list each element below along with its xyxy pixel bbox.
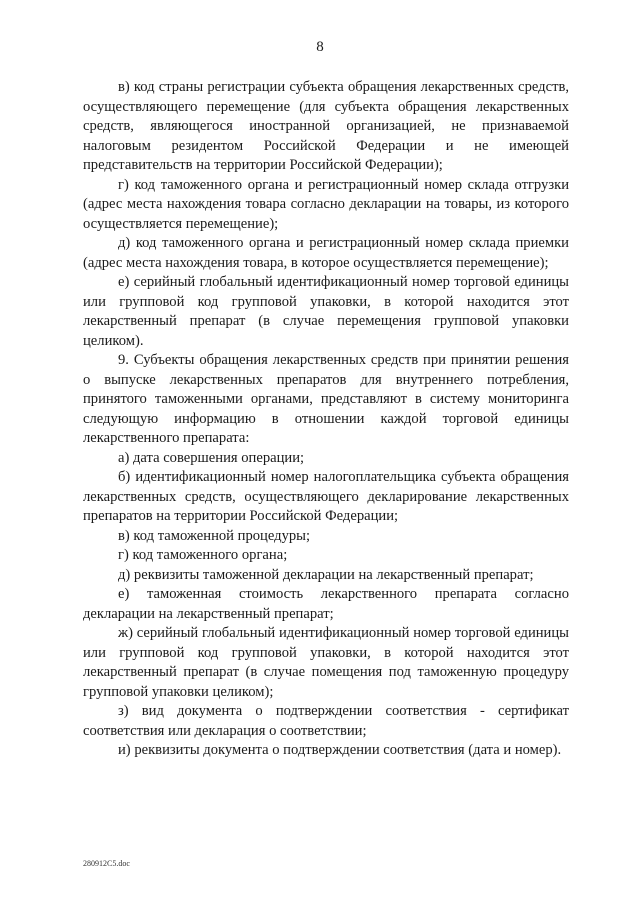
page-number: 8 xyxy=(316,39,324,55)
paragraph-e-serial-number: е) серийный глобальный идентификационный номер торговой единицы или групповой код групповой упаковки, в которой находится этот лекарственный препарат (в случае перемещения групповой упаковки целиком). xyxy=(83,274,569,349)
paragraph-d-customs-declaration: д) реквизиты таможенной декларации на лекарственный препарат; xyxy=(118,566,534,583)
paragraph-d-receiving-warehouse: д) код таможенного органа и регистрационный номер склада приемки (адрес места нахождения товара, в которое осуществляется перемещение); xyxy=(83,235,569,271)
paragraph-v-customs-procedure: в) код таможенной процедуры; xyxy=(118,527,311,544)
paragraph-a-operation-date: а) дата совершения операции; xyxy=(118,449,305,466)
paragraph-g-shipping-warehouse: г) код таможенного органа и регистрационный номер склада отгрузки (адрес места нахождения товара согласно декларации на товары, из которого осуществляется перемещение); xyxy=(83,176,569,232)
paragraph-b-taxpayer-id: б) идентификационный номер налогоплательщика субъекта обращения лекарственных средств, осуществляющего декларирование лекарственных препаратов на территории Российской Федерации; xyxy=(83,469,569,524)
paragraph-v-country-code: в) код страны регистрации субъекта обращения лекарственных средств, осуществляющего перемещение (для субъекта обращения лекарственных средств, являющегося иностранной организацией, не признаваемой налоговым резидентом Российской Федерации и не имеющей представительств на территории Российской Федерации); xyxy=(83,79,569,173)
paragraph-9-release-info: 9. Субъекты обращения лекарственных средств при принятии решения о выпуске лекарственных препаратов для внутреннего потребления, принятого таможенными органами, представляют в систему мониторинга следующую информацию в отношении каждой торговой единицы лекарственного препарата: xyxy=(83,352,569,446)
file-name-footer: 280912C5.doc xyxy=(83,859,130,868)
paragraph-e-customs-value: е) таможенная стоимость лекарственного препарата согласно декларации на лекарственный препарат; xyxy=(83,586,569,622)
paragraph-z-conformity-document-type: з) вид документа о подтверждении соответствия - сертификат соответствия или декларация о соответствии; xyxy=(83,703,569,739)
paragraph-zh-serial-number: ж) серийный глобальный идентификационный номер торговой единицы или групповой код групповой упаковки, в которой находится этот лекарственный препарат (в случае помещения под таможенную процедуру групповой упаковки целиком); xyxy=(83,625,569,700)
paragraph-g-customs-authority: г) код таможенного органа; xyxy=(118,547,288,563)
document-body xyxy=(83,78,569,761)
paragraph-i-conformity-document-details: и) реквизиты документа о подтверждении соответствия (дата и номер). xyxy=(118,742,562,758)
